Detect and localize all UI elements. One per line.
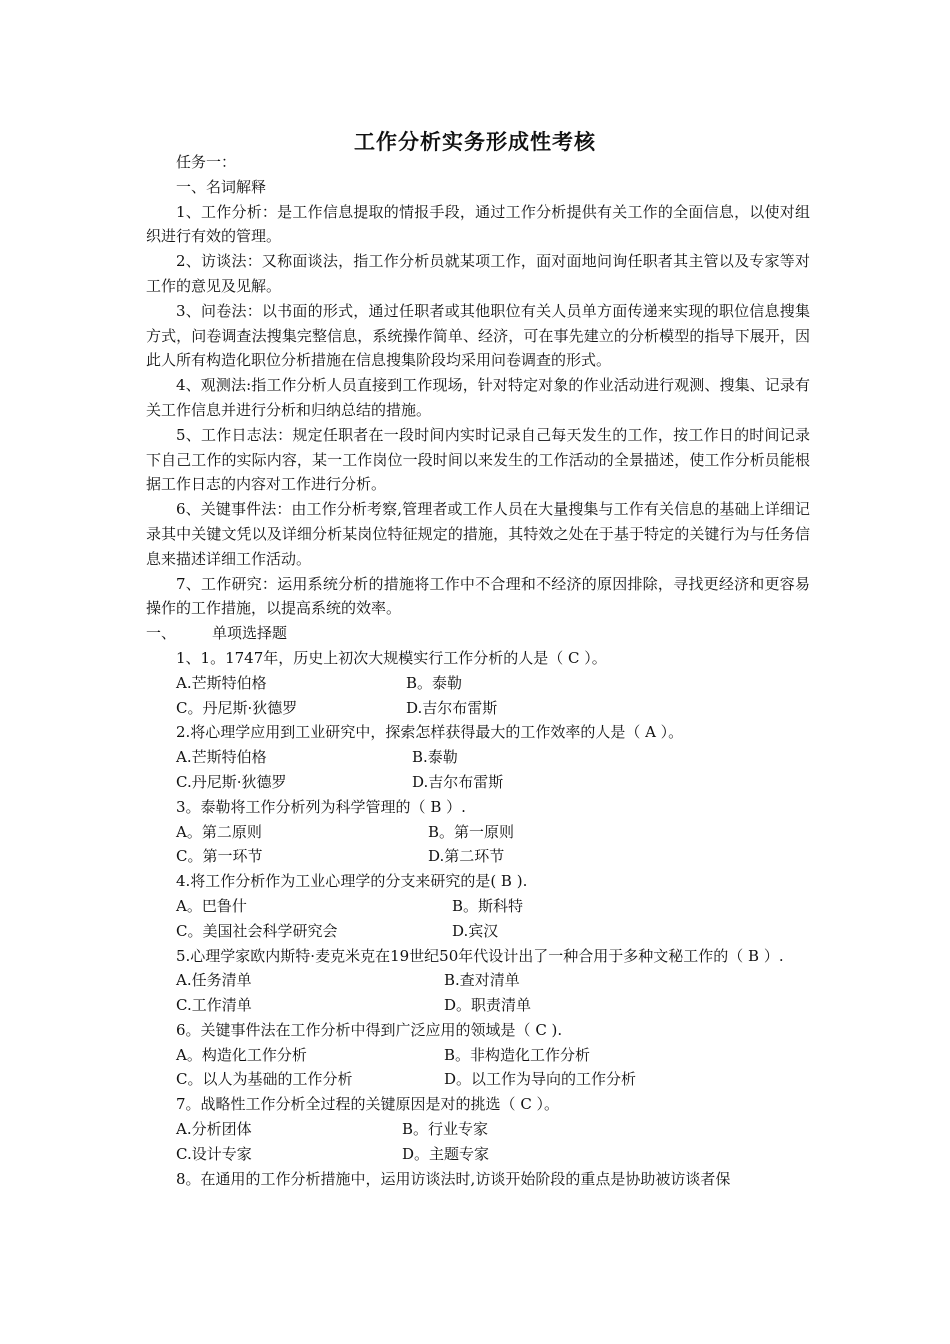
section-number: 一、 (146, 624, 177, 643)
option-row (146, 1043, 810, 1068)
option-row (146, 770, 810, 795)
answer-option: A.分析团体 (176, 1120, 252, 1139)
answer-option: B。第一原则 (428, 822, 515, 841)
answer-option: A.任务清单 (176, 971, 252, 990)
option-row (146, 1142, 810, 1167)
answer-option: D。职责清单 (444, 996, 532, 1015)
answer-option: D。以工作为导向的工作分析 (444, 1070, 637, 1089)
answer-option: A。第二原则 (176, 822, 262, 841)
answer-option: A。构造化工作分析 (176, 1045, 307, 1064)
term-paragraph: 4、观测法:指工作分析人员直接到工作现场，针对特定对象的作业活动进行观测、搜集、记录有关工作信息并进行分析和归纳总结的措施。 (146, 376, 810, 419)
term-paragraph: 2、访谈法：又称面谈法，指工作分析员就某项工作，面对面地问询任职者其主管以及专家等对工作的意见及见解。 (146, 252, 810, 295)
answer-option: B。非构造化工作分析 (444, 1045, 591, 1064)
answer-option: C。丹尼斯·狄德罗 (176, 698, 298, 717)
answer-option: C.工作清单 (176, 996, 252, 1015)
option-row (146, 1067, 810, 1092)
option-row (146, 1117, 810, 1142)
answer-option: B。斯科特 (452, 896, 524, 915)
answer-option: B。行业专家 (402, 1120, 489, 1139)
question-text: 2.将心理学应用到工业研究中，探索怎样获得最大的工作效率的人是（ A ）。 (176, 723, 684, 742)
term-paragraph: 6、关键事件法：由工作分析考察,管理者或工作人员在大量搜集与工作有关信息的基础上详细记录其中关键文凭以及详细分析某岗位特征规定的措施，其特效之处在于基于特定的关键行为与任务信息来描述详细工作活动。 (146, 500, 810, 568)
section-label: 单项选择题 (212, 624, 288, 643)
option-row (146, 696, 810, 721)
option-row (146, 919, 810, 944)
answer-option: C。第一环节 (176, 847, 263, 866)
option-row (146, 671, 810, 696)
term-paragraph: 7、工作研究：运用系统分析的措施将工作中不合理和不经济的原因排除，寻找更经济和更容易操作的工作措施，以提高系统的效率。 (146, 574, 810, 618)
section-heading-terms: 一、名词解释 (176, 177, 267, 196)
answer-option: D.第二环节 (428, 847, 505, 866)
question-text: 5.心理学家欧内斯特·麦克米克在19世纪50年代设计出了一种合用于多种文秘工作的（ B ）. (176, 946, 784, 965)
term-paragraph: 5、工作日志法：规定任职者在一段时间内实时记录自己每天发生的工作，按工作日的时间记录下自己工作的实际内容，某一工作岗位一段时间以来发生的工作活动的全景描述，使工作分析员能根据工作日志的内容对工作进行分析。 (146, 425, 810, 494)
answer-option: D.宾汉 (452, 921, 499, 940)
answer-option: A.芒斯特伯格 (176, 673, 267, 692)
answer-option: A.芒斯特伯格 (176, 748, 267, 767)
answer-option: A。巴鲁什 (176, 896, 247, 915)
option-row (146, 968, 810, 993)
answer-option: D.吉尔布雷斯 (406, 698, 498, 717)
answer-option: B。泰勒 (406, 673, 463, 692)
answer-option: C。以人为基础的工作分析 (176, 1070, 353, 1089)
question-text: 6。关键事件法在工作分析中得到广泛应用的领域是（ C ). (176, 1020, 563, 1039)
answer-option: B.泰勒 (412, 748, 458, 767)
task-heading: 任务一： (176, 153, 237, 171)
document-body (146, 150, 810, 1191)
question-list (146, 646, 810, 1167)
term-paragraph: 3、问卷法：以书面的形式，通过任职者或其他职位有关人员单方面传递来实现的职位信息搜集方式，问卷调查法搜集完整信息，系统操作简单、经济，可在事先建立的分析模型的指导下展开，因此人所有构造化职位分析措施在信息搜集阶段均采用问卷调查的形式。 (146, 301, 810, 370)
question-text: 8。在通用的工作分析措施中，运用访谈法时,访谈开始阶段的重点是协助被访谈者保 (176, 1169, 731, 1188)
answer-option: C。美国社会科学研究会 (176, 921, 338, 940)
question-text: 7。战略性工作分析全过程的关键原因是对的挑选（ C ）。 (176, 1095, 560, 1114)
answer-option: D。主题专家 (402, 1144, 490, 1163)
answer-option: B.查对清单 (444, 971, 520, 990)
question-text: 1、1。1747年，历史上初次大规模实行工作分析的人是（ C ）。 (176, 648, 607, 667)
document-title: 工作分析实务形成性考核 (354, 129, 596, 154)
answer-option: C.设计专家 (176, 1144, 252, 1163)
question-text: 3。泰勒将工作分析列为科学管理的（ B ）. (176, 797, 466, 816)
option-row (146, 745, 810, 770)
option-row (146, 820, 810, 845)
option-row (146, 894, 810, 919)
answer-option: C.丹尼斯·狄德罗 (176, 772, 287, 791)
answer-option: D.吉尔布雷斯 (412, 772, 504, 791)
question-text: 4.将工作分析作为工业心理学的分支来研究的是( B ). (176, 872, 528, 891)
option-row (146, 993, 810, 1018)
term-paragraph: 1、工作分析：是工作信息提取的情报手段，通过工作分析提供有关工作的全面信息，以使对组织进行有效的管理。 (146, 202, 810, 246)
option-row (146, 844, 810, 869)
section-heading-choice (146, 621, 810, 646)
